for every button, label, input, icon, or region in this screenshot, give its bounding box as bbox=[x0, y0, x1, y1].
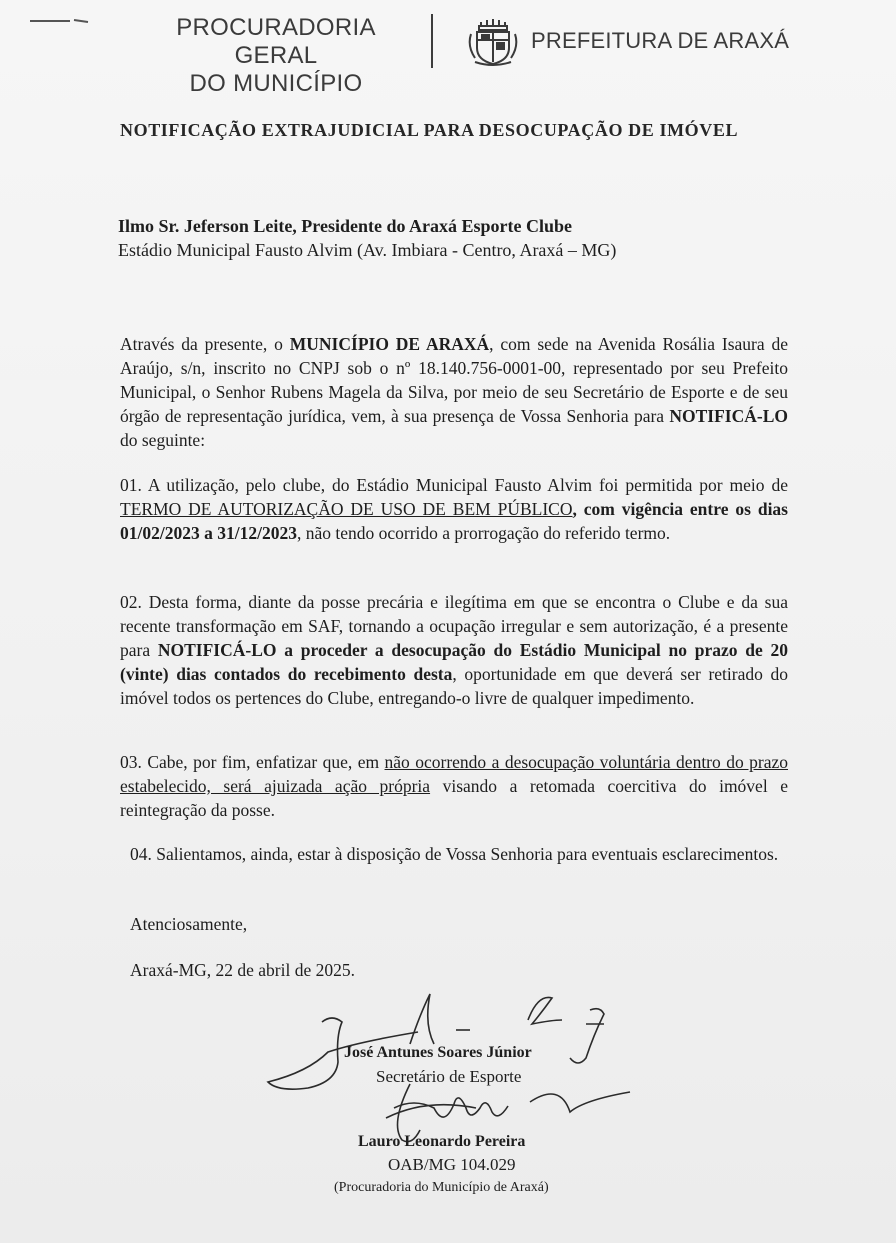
item02-text-2: , oportunidade em que deverá ser retirado do imóvel todos os pertences do Clube, entregando-o livre de qualquer impedimento. bbox=[120, 664, 788, 708]
intro-text-3: do seguinte: bbox=[120, 430, 206, 450]
paragraph-01 bbox=[120, 473, 788, 545]
paragraph-04: 04. Salientamos, ainda, estar à disposição de Vossa Senhoria para eventuais esclarecimentos. bbox=[130, 844, 779, 864]
item01-termo: TERMO DE AUTORIZAÇÃO DE USO DE BEM PÚBLICO bbox=[120, 499, 573, 519]
signatory-1-name: José Antunes Soares Júnior bbox=[344, 1044, 532, 1061]
header-left-line1: PROCURADORIA GERAL bbox=[176, 14, 376, 69]
intro-paragraph bbox=[120, 332, 788, 452]
intro-text-2: , com sede na Avenida Rosália Isaura de Araújo, s/n, inscrito no CNPJ sob o nº 18.140.756-0001-00, representado por seu Prefeito Municipal, o Senhor Rubens Magela da Silva, por meio de seu Secretário de Esporte e de seu órgão de representação jurídica, vem, à sua presença de Vossa Senhoria para bbox=[120, 334, 788, 426]
item03-underlined: não ocorrendo a desocupação voluntária dentro do prazo estabelecido, será ajuizada ação própria bbox=[120, 752, 789, 796]
signatory-1-role: Secretário de Esporte bbox=[376, 1067, 522, 1086]
addressee-block bbox=[118, 214, 616, 262]
place-date: Araxá-MG, 22 de abril de 2025. bbox=[130, 960, 356, 980]
item03-text-1: 03. Cabe, por fim, enfatizar que, em bbox=[120, 752, 385, 772]
paragraph-02 bbox=[120, 590, 788, 710]
intro-notificar: NOTIFICÁ-LO bbox=[669, 406, 788, 426]
corner-pen-mark bbox=[30, 16, 90, 28]
closing-text: Atenciosamente, bbox=[130, 914, 248, 934]
header-procuradoria bbox=[150, 14, 402, 98]
signatory-2-name: Lauro Leonardo Pereira bbox=[358, 1133, 526, 1150]
item01-text-2: , não tendo ocorrido a prorrogação do referido termo. bbox=[296, 523, 671, 543]
intro-text-1: Através da presente, o bbox=[120, 334, 290, 354]
header-prefeitura: PREFEITURA DE ARAXÁ bbox=[531, 28, 790, 53]
paragraph-03 bbox=[120, 750, 788, 822]
item02-bold: NOTIFICÁ-LO a proceder a desocupação do Estádio Municipal no prazo de 20 (vinte) dias contados do recebimento desta bbox=[120, 640, 788, 684]
item03-text-2: visando a retomada coercitiva do imóvel e reintegração da posse. bbox=[120, 776, 788, 820]
item02-text-1: 02. Desta forma, diante da posse precária e ilegítima em que se encontra o Clube e da sua recente transformação em SAF, tornando a ocupação irregular e sem autorização, é a presente para bbox=[120, 592, 788, 660]
signatory-2-org: (Procuradoria do Município de Araxá) bbox=[334, 1180, 549, 1195]
document-title: NOTIFICAÇÃO EXTRAJUDICIAL PARA DESOCUPAÇÃO DE IMÓVEL bbox=[120, 120, 739, 140]
header-divider bbox=[431, 14, 433, 68]
item01-vigencia: , com vigência entre os dias 01/02/2023 a 31/12/2023 bbox=[120, 499, 788, 543]
coat-of-arms-icon bbox=[465, 18, 521, 68]
header-left-line2: DO MUNICÍPIO bbox=[189, 70, 363, 97]
signatory-2-oab: OAB/MG 104.029 bbox=[388, 1155, 516, 1174]
addressee-location: Estádio Municipal Fausto Alvim (Av. Imbiara - Centro, Araxá – MG) bbox=[118, 240, 617, 260]
item01-text-1: 01. A utilização, pelo clube, do Estádio Municipal Fausto Alvim foi permitida por meio de bbox=[120, 475, 788, 495]
municipio-name: MUNICÍPIO DE ARAXÁ bbox=[289, 334, 490, 354]
addressee-name: Ilmo Sr. Jeferson Leite, Presidente do Araxá Esporte Clube bbox=[118, 216, 572, 236]
